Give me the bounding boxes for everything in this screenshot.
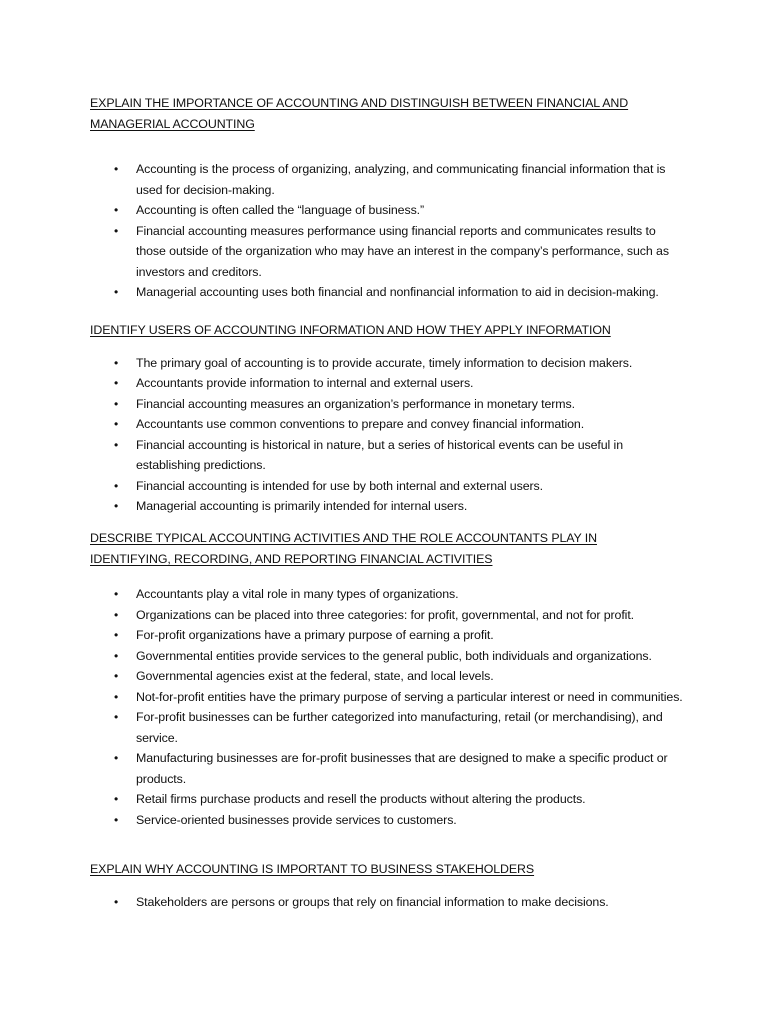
bullet-icon: • — [114, 587, 119, 601]
list-item-text: For-profit organizations have a primary purpose of earning a profit. — [136, 628, 494, 642]
list-item-text: Financial accounting measures performance using financial reports and communicates results to those outside of the organization who may have an interest in the company’s performance, such as investors and creditors. — [136, 223, 669, 279]
list-item-text: Managerial accounting is primarily intended for internal users. — [136, 499, 468, 513]
bullet-icon: • — [114, 499, 119, 513]
bullet-icon: • — [114, 478, 119, 493]
bullet-icon: • — [114, 648, 119, 663]
section-heading: EXPLAIN THE IMPORTANCE OF ACCOUNTING AND DISTINGUISH BETWEEN FINANCIAL AND MANAGERIAL ACCOUNTING — [90, 96, 629, 131]
bullet-icon: • — [114, 689, 119, 704]
list-item-text: Service-oriented businesses provide services to customers. — [136, 812, 457, 827]
list-item-text: Accountants play a vital role in many types of organizations. — [136, 587, 459, 601]
list-item-text: Accounting is often called the “language of business.” — [136, 203, 425, 217]
bullet-icon: • — [114, 376, 119, 390]
section-heading: IDENTIFY USERS OF ACCOUNTING INFORMATION AND HOW THEY APPLY INFORMATION — [90, 323, 611, 337]
list-item — [90, 810, 684, 831]
list-item — [90, 625, 684, 646]
list-item — [90, 584, 684, 605]
list-item — [90, 353, 684, 374]
bullet-icon: • — [114, 396, 119, 411]
section-heading: EXPLAIN WHY ACCOUNTING IS IMPORTANT TO BUSINESS STAKEHOLDERS — [90, 862, 535, 876]
bullet-list — [90, 584, 684, 830]
bullet-icon: • — [114, 203, 119, 217]
list-item — [90, 666, 684, 687]
bullet-icon: • — [114, 355, 119, 370]
list-item-text: Financial accounting is historical in nature, but a series of historical events can be useful in establishing predictions. — [136, 437, 623, 472]
section-heading: DESCRIBE TYPICAL ACCOUNTING ACTIVITIES AND THE ROLE ACCOUNTANTS PLAY IN IDENTIFYING, RECORDING, AND REPORTING FINANCIAL ACTIVITIES — [90, 531, 597, 566]
list-item-text: Financial accounting measures an organization’s performance in monetary terms. — [136, 396, 575, 411]
bullet-icon: • — [114, 417, 119, 431]
list-item-text: For-profit businesses can be further categorized into manufacturing, retail (or merchandising), and service. — [136, 710, 663, 745]
list-item-text: Financial accounting is intended for use by both internal and external users. — [136, 478, 543, 493]
bullet-list — [90, 892, 684, 913]
list-item-text: Not-for-profit entities have the primary purpose of serving a particular interest or need in communities. — [136, 689, 683, 704]
list-item-text: Accountants provide information to internal and external users. — [136, 376, 474, 390]
list-item — [90, 476, 684, 497]
list-item — [90, 435, 684, 476]
list-item — [90, 221, 684, 283]
bullet-icon: • — [114, 162, 119, 176]
bullet-icon: • — [114, 812, 119, 827]
list-item — [90, 200, 684, 221]
list-item-text: Managerial accounting uses both financial and nonfinancial information to aid in decision-making. — [136, 285, 659, 299]
list-item — [90, 646, 684, 667]
list-item — [90, 748, 684, 789]
list-item-text: Retail firms purchase products and resell the products without altering the products. — [136, 792, 586, 806]
bullet-icon: • — [114, 607, 119, 622]
bullet-icon: • — [114, 285, 119, 299]
list-item-text: Organizations can be placed into three categories: for profit, governmental, and not for profit. — [136, 607, 635, 622]
bullet-icon: • — [114, 669, 119, 683]
list-item — [90, 159, 684, 200]
bullet-icon: • — [114, 792, 119, 806]
list-item — [90, 605, 684, 626]
bullet-icon: • — [114, 437, 119, 452]
list-item — [90, 414, 684, 435]
list-item — [90, 282, 684, 303]
bullet-icon: • — [114, 710, 119, 724]
list-item — [90, 496, 684, 517]
bullet-icon: • — [114, 628, 119, 642]
list-item-text: Governmental agencies exist at the federal, state, and local levels. — [136, 669, 494, 683]
section-business-stakeholders — [90, 859, 690, 912]
section-importance-of-accounting — [90, 93, 690, 303]
list-item-text: Manufacturing businesses are for-profit businesses that are designed to make a specific product or products. — [136, 751, 668, 786]
bullet-icon: • — [114, 223, 119, 238]
bullet-list — [90, 159, 684, 303]
list-item-text: Governmental entities provide services to the general public, both individuals and organizations. — [136, 648, 652, 663]
list-item — [90, 707, 684, 748]
list-item-text: The primary goal of accounting is to provide accurate, timely information to decision makers. — [136, 355, 633, 370]
list-item — [90, 373, 684, 394]
section-typical-accounting-activities — [90, 528, 690, 830]
list-item — [90, 687, 684, 708]
list-item — [90, 892, 684, 913]
bullet-icon: • — [114, 751, 119, 765]
list-item-text: Accountants use common conventions to prepare and convey financial information. — [136, 417, 585, 431]
bullet-icon: • — [114, 894, 119, 909]
list-item — [90, 789, 684, 810]
bullet-list — [90, 353, 684, 517]
section-users-of-accounting-information — [90, 320, 690, 517]
list-item — [90, 394, 684, 415]
list-item-text: Accounting is the process of organizing, analyzing, and communicating financial information that is used for decision-making. — [136, 162, 666, 197]
list-item-text: Stakeholders are persons or groups that rely on financial information to make decisions. — [136, 894, 609, 909]
